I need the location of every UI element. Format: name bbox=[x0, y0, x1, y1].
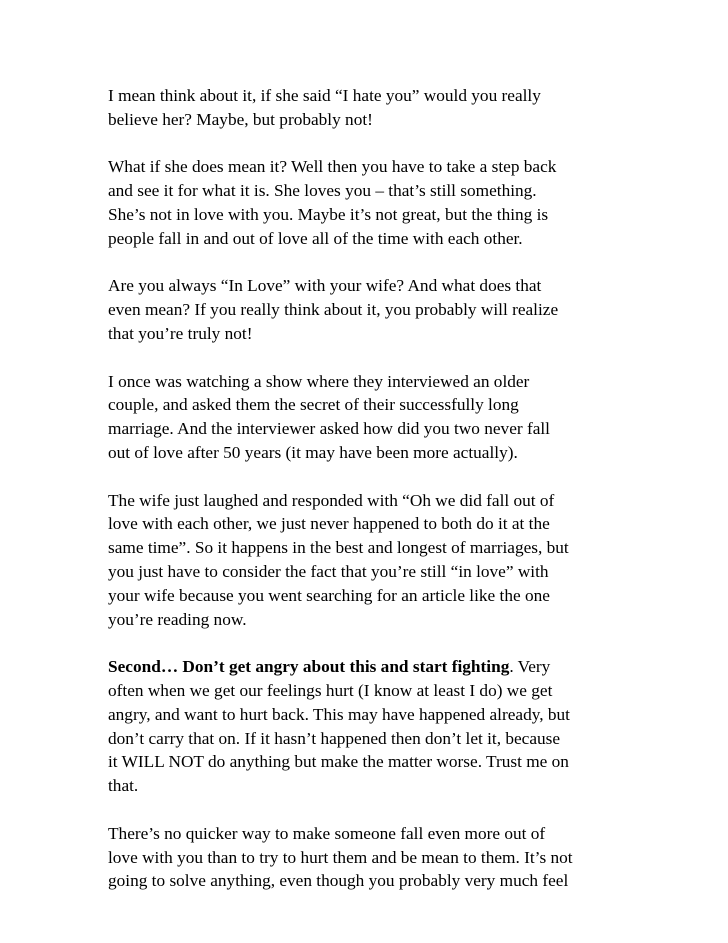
text-line: She’s not in love with you. Maybe it’s not great, but the thing is bbox=[108, 204, 549, 224]
text-line: your wife because you went searching for an article like the one bbox=[108, 585, 550, 605]
text-line: I mean think about it, if she said “I hate you” would you really bbox=[108, 86, 541, 105]
text-line: people fall in and out of love all of the time with each other. bbox=[108, 228, 523, 248]
text-line: you just have to consider the fact that you’re still “in love” with bbox=[108, 561, 549, 581]
document-body bbox=[108, 84, 628, 917]
text-line: it WILL NOT do anything but make the matter worse. Trust me on bbox=[108, 752, 569, 772]
text-line: There’s no quicker way to make someone fall even more out of bbox=[108, 823, 546, 843]
text-line: don’t carry that on. If it hasn’t happened then don’t let it, because bbox=[108, 728, 561, 748]
text-line: What if she does mean it? Well then you have to take a step back bbox=[108, 157, 557, 177]
paragraph-3 bbox=[108, 274, 628, 345]
text-line: you’re reading now. bbox=[108, 609, 247, 629]
paragraph-2 bbox=[108, 155, 628, 250]
text-line: same time”. So it happens in the best and longest of marriages, but bbox=[108, 538, 569, 558]
text-line: marriage. And the interviewer asked how did you two never fall bbox=[108, 419, 550, 439]
paragraph-5 bbox=[108, 489, 628, 632]
heading-tail: . Very bbox=[509, 657, 551, 677]
text-line: going to solve anything, even though you probably very much feel bbox=[108, 871, 569, 891]
paragraph-1 bbox=[108, 84, 628, 132]
text-line bbox=[108, 655, 628, 679]
text-line: even mean? If you really think about it, you probably will realize bbox=[108, 300, 559, 320]
text-line: out of love after 50 years (it may have been more actually). bbox=[108, 442, 518, 462]
paragraph-4 bbox=[108, 370, 628, 465]
text-line: angry, and want to hurt back. This may have happened already, but bbox=[108, 704, 570, 724]
text-line: and see it for what it is. She loves you – that’s still something. bbox=[108, 181, 537, 201]
text-line: love with each other, we just never happened to both do it at the bbox=[108, 514, 550, 534]
section-heading: Second… Don’t get angry about this and start fighting bbox=[108, 657, 510, 677]
text-line: often when we get our feelings hurt (I know at least I do) we get bbox=[108, 680, 553, 700]
text-line: The wife just laughed and responded with “Oh we did fall out of bbox=[108, 490, 555, 510]
text-line: I once was watching a show where they interviewed an older bbox=[108, 371, 530, 391]
text-line: couple, and asked them the secret of their successfully long bbox=[108, 395, 519, 415]
text-line: that you’re truly not! bbox=[108, 323, 253, 343]
paragraph-7 bbox=[108, 822, 628, 893]
text-line: Are you always “In Love” with your wife? And what does that bbox=[108, 276, 542, 296]
paragraph-6 bbox=[108, 655, 628, 798]
text-line: love with you than to try to hurt them and be mean to them. It’s not bbox=[108, 847, 573, 867]
text-line: believe her? Maybe, but probably not! bbox=[108, 109, 373, 129]
text-line: that. bbox=[108, 776, 139, 796]
